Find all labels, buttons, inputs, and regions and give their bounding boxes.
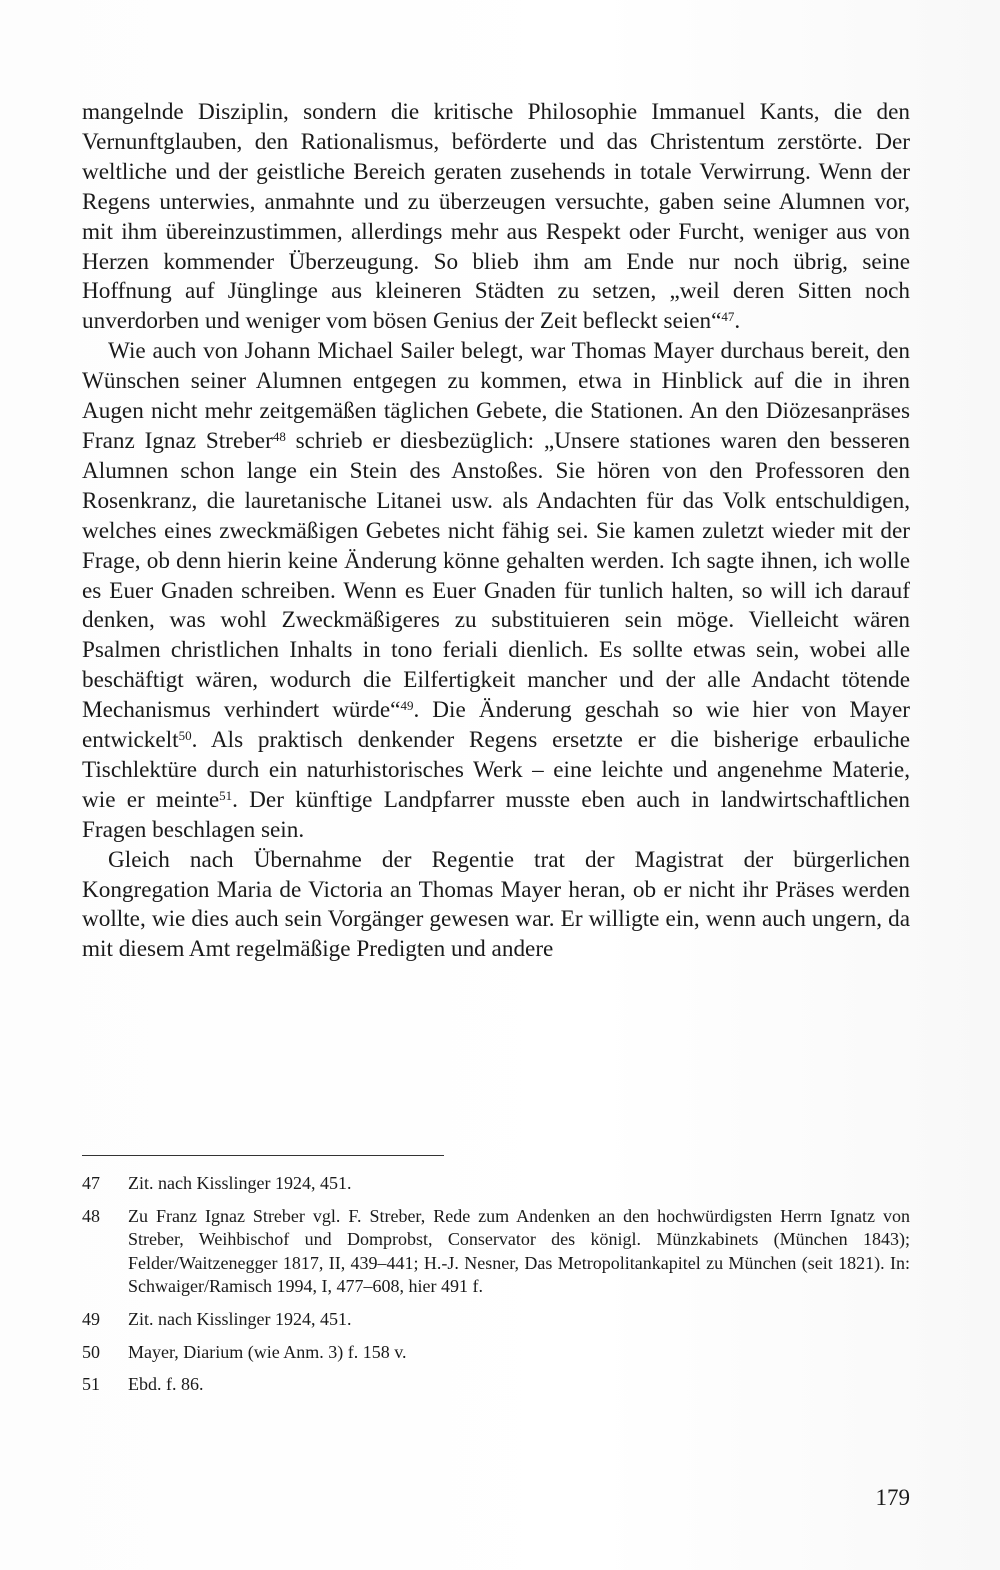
paragraph-2	[82, 337, 910, 845]
paragraph-text: mangelnde Disziplin, sondern die kritische Philosophie Immanuel Kants, die den Vernunftglauben, den Rationalismus, beförderte und das Christentum zerstörte. Der weltliche und der geistliche Bereich geraten zusehends in totale Verwirrung. Wenn der Regens unterwies, anmahnte und zu überzeugen versuchte, gaben seine Alumnen vor, mit ihm übereinzustimmen, allerdings mehr aus Respekt oder Furcht, weniger aus von Herzen kommender Überzeugung. So blieb ihm am Ende nur noch übrig, seine Hoffnung auf Jünglinge aus kleineren Städten zu setzen, „weil deren Sitten noch unverdorben und weniger vom bösen Genius der Zeit befleckt seien“	[82, 99, 910, 335]
paragraph-1	[82, 98, 910, 337]
footnote-ref-47[interactable]: 47	[721, 309, 735, 325]
paragraph-text: . Als praktisch denkender Regens ersetzte er die bisherige erbauliche Tischlektüre durch ein naturhistorisches Werk – eine leichte und angenehme Materie, wie er meinte	[82, 727, 910, 813]
paragraph-text: .	[734, 308, 741, 335]
footnote-50	[82, 1341, 910, 1365]
footnote-text: Zu Franz Ignaz Streber vgl. F. Streber, Rede zum Andenken an den hochwürdigsten Herrn Ignatz von Streber, Weihbischof und Domprobst, Conservator des königl. Münzkabinets (München 1843); Felder/Waitzenegger 1817, II, 439–441; H.-J. Nesner, Das Metropolitankapitel zu München (seit 1821). In: Schwaiger/Ramisch 1994, I, 477–608, hier 491 f.	[128, 1205, 910, 1297]
footnotes	[82, 1172, 910, 1406]
footnote-text: Mayer, Diarium (wie Anm. 3) f. 158 v.	[128, 1341, 407, 1362]
paragraph-3	[82, 846, 910, 966]
footnote-ref-50[interactable]: 50	[178, 727, 192, 743]
page-number: 179	[875, 1485, 910, 1510]
footnote-number: 49	[82, 1308, 100, 1329]
paragraph-text: schrieb er diesbezüglich: „Unsere stationes waren den besseren Alumnen schon lange ein Stein des Anstoßes. Sie hören von den Professoren den Rosenkranz, die lauretanische Litanei usw. als Andachten für das Volk entschuldigen, welches eines zweckmäßigen Gebetes nicht fähig sei. Sie kamen zuletzt wieder mit der Frage, ob denn hierin keine Änderung könne gehalten werden. Ich sagte ihnen, ich wolle es Euer Gnaden schreiben. Wenn es Euer Gnaden für tunlich halten, so will ich darauf denken, was wohl Zweckmäßigeres zu substituieren sein möge. Vielleicht wären Psalmen christlichen Inhalts in tono feriali dienlich. Es sollte etwas sein, wobei alle beschäftigt wären, wodurch die Eilfertigkeit mancher und der alle Andacht tötende Mechanismus verhindert würde“	[82, 427, 910, 724]
footnote-text: Ebd. f. 86.	[128, 1374, 204, 1395]
paragraph-text: . Der künftige Landpfarrer musste eben auch in landwirtschaftlichen Fragen beschlagen sein.	[82, 786, 910, 843]
body-text	[82, 98, 910, 965]
footnote-ref-51[interactable]: 51	[219, 787, 233, 803]
footnote-number: 47	[82, 1173, 100, 1193]
paragraph-text: Gleich nach Übernahme der Regentie trat der Magistrat der bürgerlichen Kongregation Maria de Victoria an Thomas Mayer heran, ob er nicht ihr Präses werden wollte, wie dies auch sein Vorgänger gewesen war. Er willigte ein, wenn auch ungern, da mit diesem Amt regelmäßige Predigten und andere	[82, 846, 910, 963]
footnote-51	[82, 1373, 910, 1397]
footnote-number: 48	[82, 1205, 100, 1226]
footnote-text: Zit. nach Kisslinger 1924, 451.	[128, 1173, 352, 1193]
footnote-49	[82, 1308, 910, 1332]
footnote-number: 50	[82, 1341, 100, 1362]
footnote-text: Zit. nach Kisslinger 1924, 451.	[128, 1308, 352, 1329]
footnote-ref-49[interactable]: 49	[400, 697, 414, 713]
footnote-number: 51	[82, 1374, 100, 1395]
paragraph-text: Wie auch von Johann Michael Sailer belegt, war Thomas Mayer durchaus bereit, den Wünschen seiner Alumnen entgegen zu kommen, etwa in Hinblick auf die in ihren Augen nicht mehr zeitgemäßen täglichen Gebete, die Stationen. An den Diözesanpräses Franz Ignaz Streber	[82, 338, 910, 454]
footnote-48	[82, 1205, 910, 1299]
footnote-47	[82, 1172, 910, 1196]
paragraph-text: . Die Änderung geschah so wie hier von Mayer entwickelt	[82, 697, 910, 754]
footnote-divider	[82, 1155, 444, 1156]
footnote-ref-48[interactable]: 48	[272, 428, 286, 444]
